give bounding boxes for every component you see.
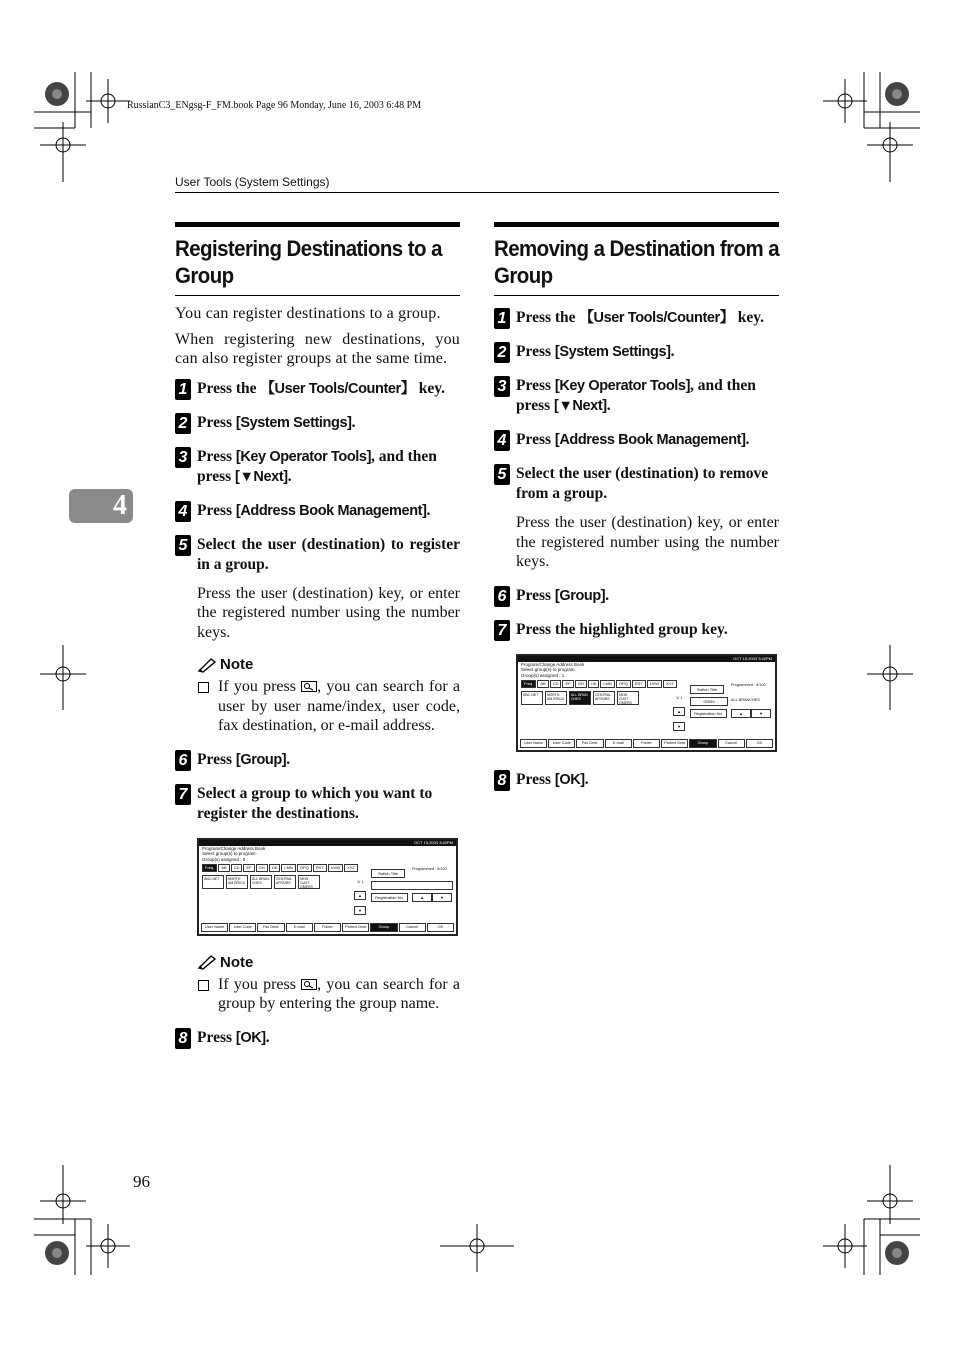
key-label: [Address Book Management] xyxy=(554,432,746,448)
key-label: [▼Next] xyxy=(554,398,607,414)
protect-dest-button[interactable]: Protect Dest xyxy=(342,923,369,932)
group-entry-highlighted[interactable]: ALL BRAN CHES xyxy=(569,691,591,705)
intro-paragraph: You can register destinations to a group. xyxy=(175,305,441,322)
step-description: Press the user (destination) key, or enter the registered number using the number keys. xyxy=(197,584,460,641)
step-number: 7 xyxy=(175,784,191,805)
step-7: 7 Select a group to which you want to register the destinations. xyxy=(175,784,460,824)
key-label: [System Settings] xyxy=(554,344,671,360)
panel-status-bar: OCT 15,2003 3:42PM xyxy=(199,840,456,846)
page-indicator: 1/ 1 xyxy=(357,879,364,884)
step-1: 1 Press the 【User Tools/Counter】 key. xyxy=(175,379,460,399)
step-number: 8 xyxy=(494,770,510,791)
panel-instruction: Select group(s) to program. xyxy=(202,851,257,856)
cancel-button[interactable]: Cancel xyxy=(718,739,745,748)
search-field[interactable] xyxy=(371,881,453,890)
step-2: 2 Press [System Settings]. xyxy=(175,413,460,433)
section-title-rule xyxy=(175,295,460,296)
search-key-icon xyxy=(301,681,317,692)
panel-footer xyxy=(201,923,454,932)
panel-tab[interactable]: OPQ xyxy=(297,864,312,872)
file-info: RussianC3_ENgsg-F_FM.book Page 96 Monday, June 16, 2003 6:48 PM xyxy=(127,100,422,111)
page-number: 96 xyxy=(133,1172,150,1191)
step-number: 1 xyxy=(494,308,510,329)
step-number: 8 xyxy=(175,1028,191,1049)
note-heading: Note xyxy=(175,656,460,673)
fax-dest-button[interactable]: Fax Dest. xyxy=(257,923,284,932)
step-number: 2 xyxy=(494,342,510,363)
step-5: 5 Select the user (destination) to register in a group. xyxy=(175,535,460,575)
step-number: 3 xyxy=(494,376,510,397)
section-title-rule xyxy=(494,295,779,296)
page-indicator: 1/ 1 xyxy=(676,695,683,700)
panel-tab[interactable]: UVW xyxy=(328,864,343,872)
user-name-button[interactable]: User Name xyxy=(520,739,547,748)
step-description: Press the user (destination) key, or enter the registered number using the number keys. xyxy=(516,514,779,570)
group-entry[interactable]: NORTH AM ERICA xyxy=(545,691,567,705)
key-label: [Key Operator Tools] xyxy=(554,378,691,394)
step-2: 2 Press [System Settings]. xyxy=(494,342,779,362)
panel-tab[interactable]: IJK xyxy=(269,864,281,872)
panel-count: Group(s) assigned : 0 xyxy=(202,856,246,862)
pencil-icon xyxy=(197,657,217,673)
panel-tab[interactable]: Freq. xyxy=(202,864,217,872)
panel-tab[interactable]: RST xyxy=(313,864,327,872)
registration-no-button[interactable]: Registration No. xyxy=(371,893,408,902)
address-book-panel-screenshot xyxy=(197,838,458,936)
panel-tab[interactable]: GH xyxy=(256,864,268,872)
user-code-button[interactable]: User Code xyxy=(229,923,256,932)
note-item: If you press , you can search for a group by entering the group name. xyxy=(175,975,460,1014)
step-6: 6 Press [Group]. xyxy=(175,750,460,770)
panel-tab[interactable]: CD xyxy=(231,864,243,872)
step-number: 6 xyxy=(494,586,510,607)
step-number: 2 xyxy=(175,413,191,434)
step-number: 6 xyxy=(175,750,191,771)
panel-tab[interactable]: XYZ xyxy=(663,680,677,688)
key-label: [Group] xyxy=(235,751,287,768)
email-button[interactable]: E-mail xyxy=(605,739,632,748)
address-book-panel-screenshot xyxy=(516,654,777,752)
panel-tab[interactable]: EF xyxy=(243,864,254,872)
group-entry[interactable]: ABC-NET xyxy=(521,691,543,705)
panel-tab[interactable]: AB xyxy=(218,864,229,872)
crop-marks-middle xyxy=(0,640,954,720)
prev-button[interactable]: ▲ xyxy=(731,709,751,718)
section-title-remove: Removing a Destination from a Group xyxy=(494,236,780,288)
key-label: [Group] xyxy=(554,587,606,604)
running-header: User Tools (System Settings) xyxy=(175,175,330,189)
registered-group-name: ALL BRANCHES xyxy=(731,697,760,702)
scroll-down-button[interactable]: ▼ xyxy=(673,722,685,731)
step-4: 4 Press [Address Book Management]. xyxy=(175,501,460,521)
step-number: 1 xyxy=(175,379,191,400)
group-entry[interactable]: CENTRAL AFFAIRS xyxy=(593,691,615,705)
user-code-button[interactable]: User Code xyxy=(548,739,575,748)
panel-tab[interactable]: UVW xyxy=(647,680,662,688)
switch-title-button[interactable]: Switch Title xyxy=(371,869,405,878)
step-7: 7 Press the highlighted group key. xyxy=(494,620,779,640)
key-label: [Address Book Management] xyxy=(235,502,427,519)
pencil-icon xyxy=(197,954,217,970)
step-number: 5 xyxy=(494,464,510,485)
panel-tab[interactable]: OPQ xyxy=(616,680,631,688)
key-label: [OK] xyxy=(554,771,585,788)
step-5: 5 Select the user (destination) to remove from a group. xyxy=(494,464,779,504)
ok-button[interactable]: OK xyxy=(746,739,773,748)
cancel-button[interactable]: Cancel xyxy=(399,923,426,932)
user-name-button[interactable]: User Name xyxy=(201,923,228,932)
panel-title: Program/Change Address Book xyxy=(521,661,585,667)
key-label: 【User Tools/Counter】 xyxy=(579,310,734,326)
search-key-icon xyxy=(301,979,317,990)
section-title-register: Registering Destinations to a Group xyxy=(175,236,442,288)
next-button[interactable]: ▼ xyxy=(751,709,771,718)
scroll-up-button[interactable]: ▲ xyxy=(673,707,685,716)
panel-count: Group(s) assigned : 1 xyxy=(521,672,565,678)
panel-tab[interactable]: LMN xyxy=(600,680,614,688)
group-button[interactable]: Group xyxy=(370,923,397,932)
panel-instruction: Select group(s) to program. xyxy=(521,667,576,672)
programmed-count: Programmed : 5/100 xyxy=(412,866,447,871)
key-label: 【User Tools/Counter】 xyxy=(260,380,415,397)
switch-title-button[interactable]: Switch Title xyxy=(690,685,724,694)
email-button[interactable]: E-mail xyxy=(286,923,313,932)
group-entry[interactable]: CENTRAL AFFAIRS xyxy=(274,875,296,889)
key-label: [Key Operator Tools] xyxy=(235,448,372,465)
registration-no-button[interactable]: Registration No. xyxy=(690,709,727,718)
step-3: 3 Press [Key Operator Tools], and then press [▼Next]. xyxy=(494,376,779,416)
panel-tab[interactable]: Freq. xyxy=(521,680,536,688)
panel-tab[interactable]: RST xyxy=(632,680,646,688)
panel-tab[interactable]: GH xyxy=(575,680,587,688)
step-number: 4 xyxy=(175,501,191,522)
step-6: 6 Press [Group]. xyxy=(494,586,779,606)
scroll-down-button[interactable]: ▼ xyxy=(354,906,366,915)
protect-dest-button[interactable]: Protect Dest xyxy=(661,739,688,748)
section-title-bar xyxy=(175,222,460,227)
panel-status-bar: OCT 15,2003 3:42PM xyxy=(518,656,775,662)
panel-tab[interactable]: AB xyxy=(537,680,548,688)
note-item: If you press , you can search for a user by user name/index, user code, fax destination, or e-mail address. xyxy=(175,677,460,736)
section-title-bar xyxy=(494,222,779,227)
panel-footer xyxy=(520,739,773,748)
prev-button[interactable]: ▲ xyxy=(412,893,432,902)
group-button[interactable]: Group xyxy=(689,739,716,748)
step-3: 3 Press [Key Operator Tools], and then press [▼Next]. xyxy=(175,447,460,487)
fax-dest-button[interactable]: Fax Dest. xyxy=(576,739,603,748)
programmed-count: Programmed : 5/100 xyxy=(731,682,766,687)
panel-tab[interactable]: XYZ xyxy=(344,864,358,872)
header-rule xyxy=(175,192,779,193)
note-heading: Note xyxy=(175,954,460,971)
scroll-up-button[interactable]: ▲ xyxy=(354,891,366,900)
key-label: [▼Next] xyxy=(235,468,288,485)
panel-tab[interactable]: LMN xyxy=(281,864,295,872)
checkbox-bullet-icon xyxy=(198,682,209,693)
key-label: [System Settings] xyxy=(235,414,352,431)
folder-button[interactable]: Folder xyxy=(314,923,341,932)
group-entry[interactable]: NORTH AM ERICA xyxy=(226,875,248,889)
group-entry[interactable]: NEW CUST OMERS xyxy=(617,691,639,705)
checkbox-bullet-icon xyxy=(198,980,209,991)
next-button[interactable]: ▼ xyxy=(432,893,452,902)
group-entry[interactable]: ALL BRAN CHES xyxy=(250,875,272,889)
panel-tab[interactable]: CD xyxy=(550,680,562,688)
step-8: 8 Press [OK]. xyxy=(175,1028,460,1048)
step-4: 4 Press [Address Book Management]. xyxy=(494,430,779,450)
panel-tab[interactable]: IJK xyxy=(588,680,600,688)
folder-button[interactable]: Folder xyxy=(633,739,660,748)
step-number: 7 xyxy=(494,620,510,641)
ok-button[interactable]: OK xyxy=(427,923,454,932)
key-label: [OK] xyxy=(235,1029,266,1046)
step-number: 3 xyxy=(175,447,191,468)
group-entry[interactable]: NEW CUST OMERS xyxy=(298,875,320,889)
panel-title: Program/Change Address Book xyxy=(202,845,266,851)
step-8: 8 Press [OK]. xyxy=(494,770,779,790)
step-number: 4 xyxy=(494,430,510,451)
right-column xyxy=(494,222,779,804)
intro-paragraph: When registering new destinations, you can also register groups at the same time. xyxy=(175,330,460,367)
chapter-tab: 4 xyxy=(69,489,133,523)
step-1: 1 Press the 【User Tools/Counter】 key. xyxy=(494,308,779,328)
registration-number-field[interactable]: 00059 xyxy=(690,697,728,706)
step-number: 5 xyxy=(175,535,191,556)
panel-tab[interactable]: EF xyxy=(562,680,573,688)
group-entry[interactable]: ABC-NET xyxy=(202,875,224,889)
left-column xyxy=(175,222,460,1062)
